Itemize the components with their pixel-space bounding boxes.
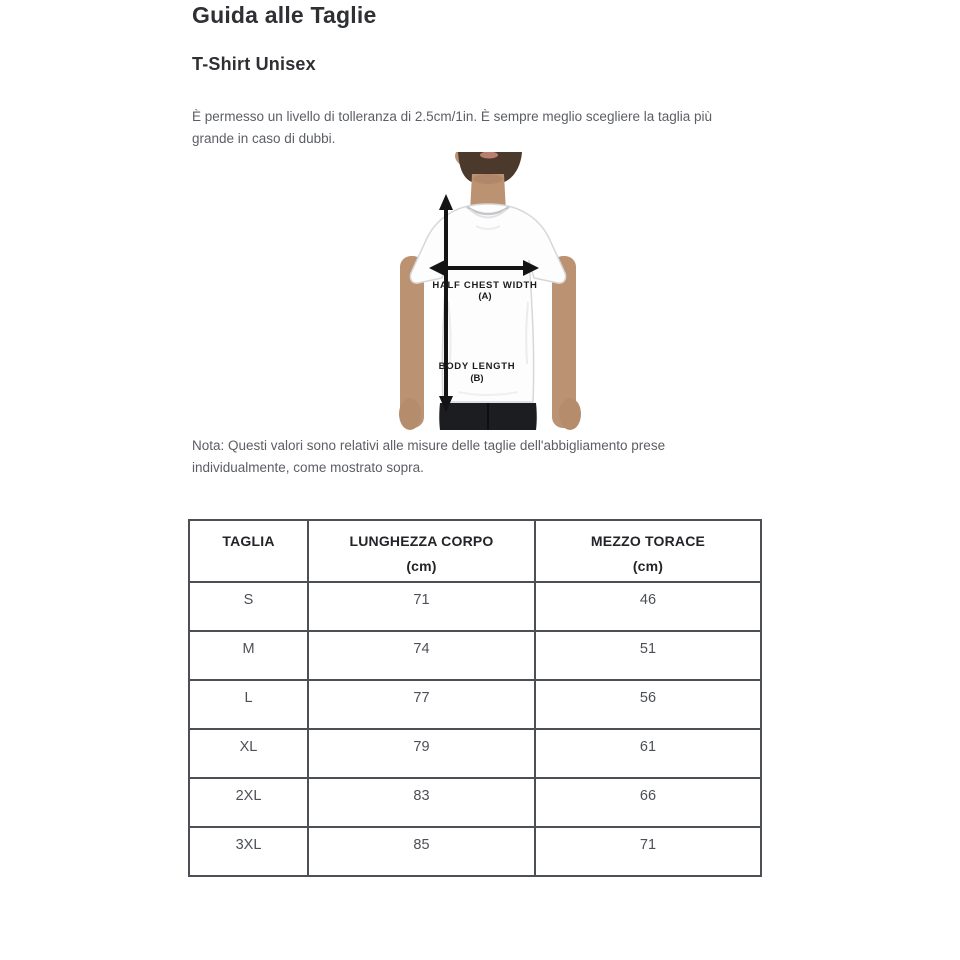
- tolerance-text: È permesso un livello di tolleranza di 2.5cm/1in. È sempre meglio scegliere la taglia più grande in caso di dubbi.: [192, 109, 713, 146]
- neck-shadow: [473, 174, 503, 184]
- cell-half-chest: 46: [535, 582, 761, 631]
- col-header-label: MEZZO TORACE: [590, 533, 706, 549]
- cell-size: 2XL: [189, 778, 308, 827]
- cell-body-length: 85: [308, 827, 535, 876]
- body-length-sub-label: (B): [470, 373, 484, 384]
- col-header-label: LUNGHEZZA CORPO: [349, 533, 494, 549]
- col-header-lunghezza-corpo: [308, 520, 535, 582]
- col-header-label: TAGLIA: [222, 533, 275, 549]
- half-chest-sub-label: (A): [478, 291, 492, 302]
- table-row-xl: [189, 729, 761, 778]
- table-row-2xl: [189, 778, 761, 827]
- left-hand: [559, 398, 581, 430]
- cell-size: S: [189, 582, 308, 631]
- tshirt: [410, 204, 565, 402]
- table-row-m: [189, 631, 761, 680]
- cell-body-length: 83: [308, 778, 535, 827]
- col-header-unit: (cm): [632, 558, 664, 574]
- right-hand: [399, 398, 421, 430]
- cell-body-length: 77: [308, 680, 535, 729]
- cell-size: L: [189, 680, 308, 729]
- col-header-mezzo-torace: [535, 520, 761, 582]
- size-table: [188, 519, 762, 877]
- half-chest-label: HALF CHEST WIDTH: [432, 280, 538, 291]
- cell-half-chest: 66: [535, 778, 761, 827]
- note-text: Nota: Questi valori sono relativi alle misure delle taglie dell'abbigliamento prese individualmente, come mostrato sopra.: [192, 438, 666, 475]
- cell-size: XL: [189, 729, 308, 778]
- body-length-label: BODY LENGTH: [438, 361, 516, 372]
- cell-body-length: 71: [308, 582, 535, 631]
- model-photo: [388, 152, 608, 430]
- page-title: Guida alle Taglie: [192, 2, 377, 28]
- table-row-3xl: [189, 827, 761, 876]
- cell-body-length: 74: [308, 631, 535, 680]
- table-row-s: [189, 582, 761, 631]
- cell-half-chest: 61: [535, 729, 761, 778]
- cell-size: 3XL: [189, 827, 308, 876]
- cell-half-chest: 51: [535, 631, 761, 680]
- measurement-figure: [388, 152, 608, 430]
- cell-body-length: 79: [308, 729, 535, 778]
- product-subtitle: T-Shirt Unisex: [192, 54, 316, 74]
- col-header-unit: (cm): [406, 558, 437, 574]
- table-row-l: [189, 680, 761, 729]
- cell-half-chest: 71: [535, 827, 761, 876]
- cell-size: M: [189, 631, 308, 680]
- col-header-taglia: [189, 520, 308, 582]
- cell-half-chest: 56: [535, 680, 761, 729]
- table-header-row: [189, 520, 761, 582]
